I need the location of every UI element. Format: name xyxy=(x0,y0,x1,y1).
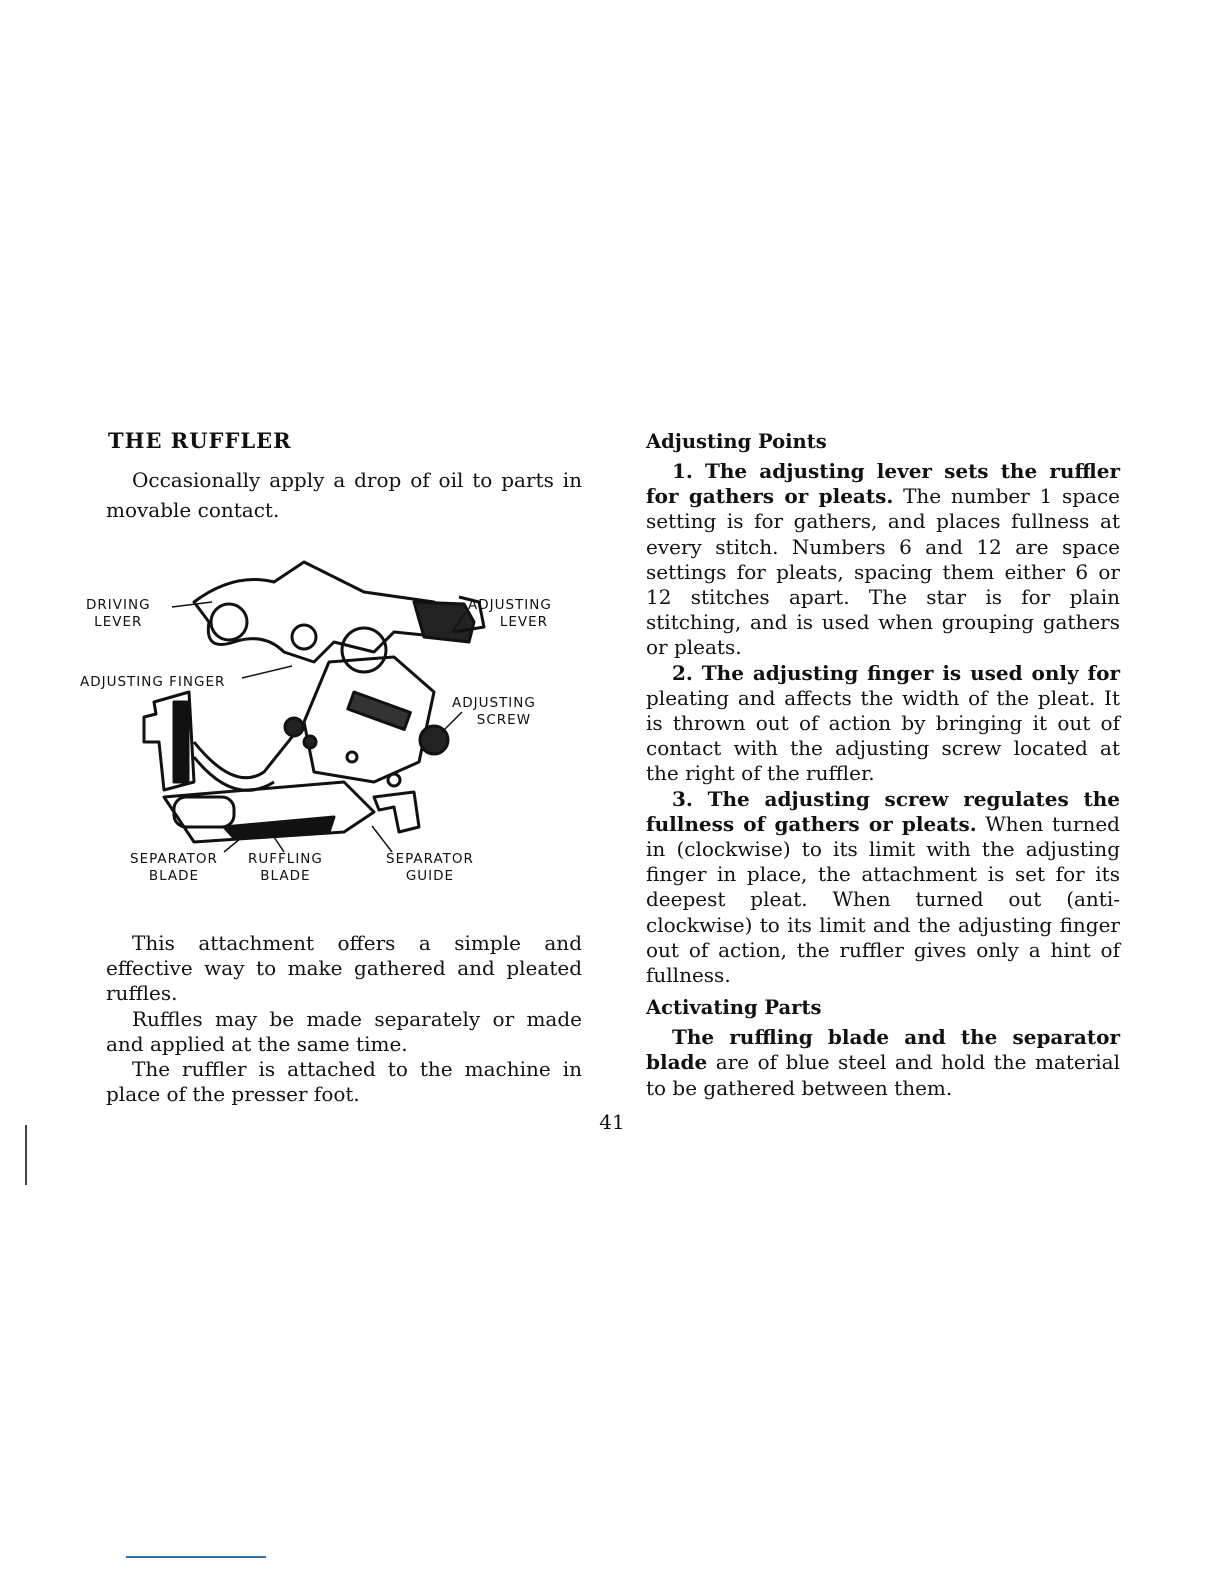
item-3-lead: 3. The adjusting screw regulates the fullness of gathers or pleats. xyxy=(646,786,1120,836)
label-separator-guide: SEPARATOR GUIDE xyxy=(386,851,474,884)
label-ruffling-blade: RUFFLING BLADE xyxy=(248,851,323,884)
left-column xyxy=(106,428,582,559)
item-3 xyxy=(646,787,1120,989)
adjusting-points-heading: Adjusting Points xyxy=(646,430,827,453)
paragraph-3: The ruffler is attached to the machine in place of the presser foot. xyxy=(106,1057,582,1107)
scan-mark xyxy=(25,1125,27,1185)
activating-lead: The ruffling blade and the separator blade xyxy=(646,1025,1120,1075)
page-number: 41 xyxy=(599,1110,625,1134)
activating-paragraph xyxy=(646,1025,1120,1101)
item-1-text: The number 1 space setting is for gathers, and places fullness at every stitch. Numbers 6 and 12 are space settings for pleats, spacing them either 6 or 12 stitches apart. The star is for plain stitching, and is used when grouping gathers or pleats. xyxy=(646,484,1120,660)
label-adjusting-lever: ADJUSTING LEVER xyxy=(468,597,552,630)
section-title: THE RUFFLER xyxy=(108,428,292,453)
label-driving-lever: DRIVING LEVER xyxy=(86,597,151,630)
label-separator-blade: SEPARATOR BLADE xyxy=(130,851,218,884)
item-1-lead: 1. The adjusting lever sets the ruffler for gathers or pleats. xyxy=(646,459,1120,509)
item-3-text: When turned in (clockwise) to its limit with the adjusting finger in place, the attachment is set for its deepest pleat. When turned out (anti-clockwise) to its limit and the adjusting finger out of action, the ruffler gives only a hint of fullness. xyxy=(646,811,1120,988)
paragraph-2: Ruffles may be made separately or made and applied at the same time. xyxy=(106,1006,582,1056)
activating-parts-heading: Activating Parts xyxy=(646,996,822,1020)
item-1 xyxy=(646,459,1120,661)
intro-paragraph: Occasionally apply a drop of oil to parts in movable contact. xyxy=(106,468,582,522)
scan-underline xyxy=(126,1556,266,1558)
left-body xyxy=(106,931,582,1107)
right-column xyxy=(646,430,1120,1101)
item-2 xyxy=(646,661,1120,787)
item-2-lead: 2. The adjusting finger is used only for xyxy=(672,660,1120,685)
item-2-text: pleating and affects the width of the pleat. It is thrown out of action by bringing it out of contact with the adjusting screw located at the right of the ruffler. xyxy=(646,685,1120,786)
activating-text: are of blue steel and hold the material to be gathered between them. xyxy=(646,1050,1120,1100)
label-adjusting-screw: ADJUSTING SCREW xyxy=(452,695,536,728)
paragraph-1: This attachment offers a simple and effective way to make gathered and pleated ruffles. xyxy=(106,931,582,1006)
label-adjusting-finger: ADJUSTING FINGER xyxy=(80,674,226,690)
